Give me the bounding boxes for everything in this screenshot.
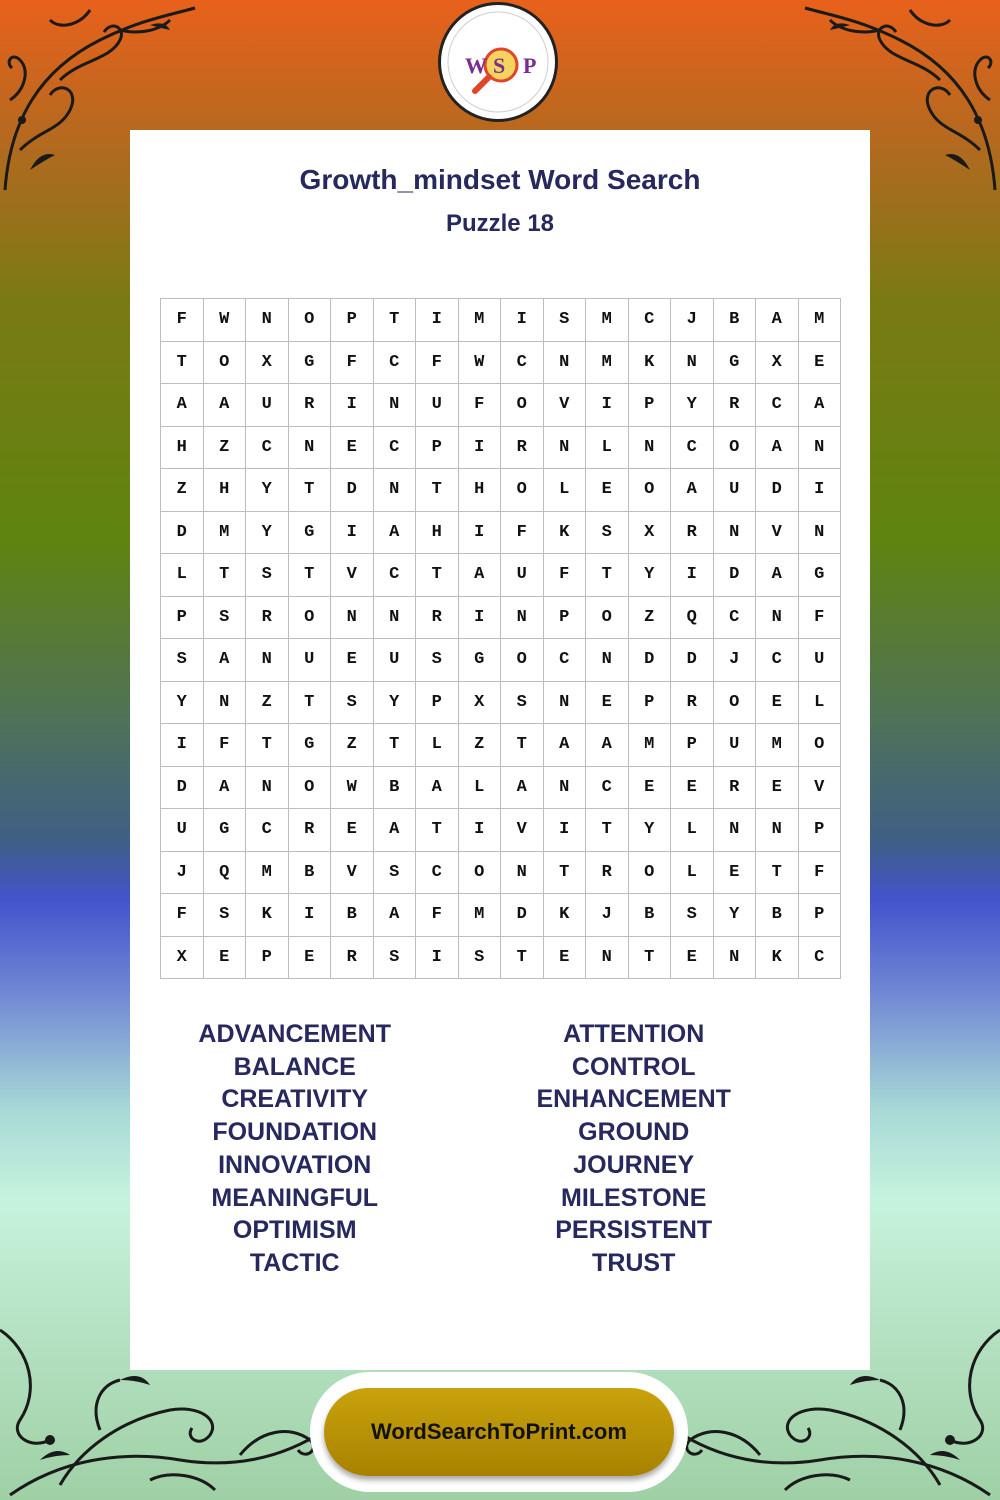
grid-cell[interactable]: V — [756, 512, 799, 555]
grid-cell[interactable]: A — [501, 767, 544, 810]
grid-cell[interactable]: A — [161, 384, 204, 427]
grid-cell[interactable]: I — [544, 809, 587, 852]
word-item: CREATIVITY — [221, 1085, 369, 1114]
grid-cell[interactable]: T — [416, 809, 459, 852]
grid-cell[interactable]: T — [246, 724, 289, 767]
word-item: CONTROL — [571, 1052, 696, 1081]
grid-cell[interactable]: M — [204, 512, 247, 555]
grid-cell[interactable]: O — [629, 469, 672, 512]
grid-cell[interactable]: F — [204, 724, 247, 767]
grid-cell[interactable]: M — [586, 342, 629, 385]
grid-cell[interactable]: B — [374, 767, 417, 810]
grid-cell[interactable]: V — [544, 384, 587, 427]
grid-cell[interactable]: N — [714, 809, 757, 852]
grid-cell[interactable]: F — [416, 342, 459, 385]
grid-cell[interactable]: D — [161, 512, 204, 555]
grid-cell[interactable]: N — [501, 597, 544, 640]
grid-cell[interactable]: E — [586, 682, 629, 725]
grid-cell[interactable]: M — [629, 724, 672, 767]
grid-cell[interactable]: O — [289, 597, 332, 640]
logo-letter-p: P — [523, 53, 537, 78]
word-item: MILESTONE — [561, 1183, 707, 1212]
grid-cell[interactable]: R — [586, 852, 629, 895]
grid-cell[interactable]: Z — [204, 427, 247, 470]
grid-cell[interactable]: U — [416, 384, 459, 427]
grid-cell[interactable]: C — [586, 767, 629, 810]
grid-cell[interactable]: A — [204, 639, 247, 682]
grid-cell[interactable]: N — [799, 512, 842, 555]
grid-cell[interactable]: N — [544, 342, 587, 385]
grid-cell[interactable]: C — [501, 342, 544, 385]
grid-cell[interactable]: Z — [629, 597, 672, 640]
word-list — [130, 1018, 870, 1280]
grid-cell[interactable]: R — [246, 597, 289, 640]
word-item: FOUNDATION — [212, 1118, 378, 1147]
grid-cell[interactable]: Y — [671, 384, 714, 427]
letter-grid[interactable] — [160, 298, 841, 979]
grid-cell[interactable]: E — [331, 427, 374, 470]
grid-cell[interactable]: Z — [331, 724, 374, 767]
grid-cell[interactable]: L — [799, 682, 842, 725]
grid-cell[interactable]: P — [671, 724, 714, 767]
grid-cell[interactable]: L — [459, 767, 502, 810]
grid-cell[interactable]: I — [416, 299, 459, 342]
grid-cell[interactable]: T — [374, 724, 417, 767]
grid-cell[interactable]: T — [416, 554, 459, 597]
grid-cell[interactable]: S — [586, 512, 629, 555]
grid-cell[interactable]: G — [289, 342, 332, 385]
grid-cell[interactable]: R — [714, 767, 757, 810]
grid-cell[interactable]: T — [544, 852, 587, 895]
grid-cell[interactable]: F — [501, 512, 544, 555]
grid-cell[interactable]: F — [161, 894, 204, 937]
grid-cell[interactable]: A — [799, 384, 842, 427]
grid-cell[interactable]: I — [799, 469, 842, 512]
grid-cell[interactable]: N — [756, 597, 799, 640]
grid-cell[interactable]: U — [246, 384, 289, 427]
grid-cell[interactable]: D — [629, 639, 672, 682]
grid-cell[interactable]: N — [544, 427, 587, 470]
grid-cell[interactable]: C — [714, 597, 757, 640]
grid-cell[interactable]: C — [374, 342, 417, 385]
grid-cell[interactable]: S — [374, 852, 417, 895]
grid-cell[interactable]: J — [161, 852, 204, 895]
grid-cell[interactable]: S — [204, 597, 247, 640]
grid-cell[interactable]: T — [289, 682, 332, 725]
grid-cell[interactable]: J — [586, 894, 629, 937]
grid-cell[interactable]: X — [246, 342, 289, 385]
grid-cell[interactable]: E — [544, 937, 587, 980]
grid-cell[interactable]: M — [246, 852, 289, 895]
word-item: TACTIC — [249, 1248, 340, 1277]
grid-cell[interactable]: C — [374, 554, 417, 597]
grid-cell[interactable]: L — [671, 809, 714, 852]
grid-cell[interactable]: V — [331, 554, 374, 597]
grid-cell[interactable]: O — [289, 299, 332, 342]
grid-cell[interactable]: T — [501, 724, 544, 767]
grid-cell[interactable]: Y — [374, 682, 417, 725]
grid-cell[interactable]: T — [586, 809, 629, 852]
grid-cell[interactable]: B — [331, 894, 374, 937]
grid-cell[interactable]: T — [756, 852, 799, 895]
grid-cell[interactable]: B — [289, 852, 332, 895]
grid-cell[interactable]: X — [756, 342, 799, 385]
grid-cell[interactable]: E — [756, 767, 799, 810]
grid-cell[interactable]: F — [799, 597, 842, 640]
grid-cell[interactable]: L — [586, 427, 629, 470]
grid-cell[interactable]: D — [756, 469, 799, 512]
grid-cell[interactable]: P — [416, 682, 459, 725]
grid-cell[interactable]: T — [289, 554, 332, 597]
grid-cell[interactable]: C — [756, 639, 799, 682]
grid-cell[interactable]: P — [629, 384, 672, 427]
grid-cell[interactable]: Y — [161, 682, 204, 725]
grid-cell[interactable]: N — [799, 427, 842, 470]
grid-cell[interactable]: Q — [204, 852, 247, 895]
grid-cell[interactable]: Y — [246, 469, 289, 512]
grid-cell[interactable]: X — [459, 682, 502, 725]
grid-cell[interactable]: F — [799, 852, 842, 895]
grid-cell[interactable]: K — [246, 894, 289, 937]
grid-cell[interactable]: P — [331, 299, 374, 342]
grid-cell[interactable]: P — [246, 937, 289, 980]
grid-cell[interactable]: Z — [246, 682, 289, 725]
grid-cell[interactable]: W — [459, 342, 502, 385]
grid-cell[interactable]: T — [161, 342, 204, 385]
grid-cell[interactable]: S — [501, 682, 544, 725]
grid-cell[interactable]: G — [714, 342, 757, 385]
grid-cell[interactable]: A — [756, 427, 799, 470]
grid-cell[interactable]: S — [459, 937, 502, 980]
grid-cell[interactable]: T — [501, 937, 544, 980]
grid-cell[interactable]: X — [629, 512, 672, 555]
grid-cell[interactable]: O — [714, 427, 757, 470]
grid-cell[interactable]: R — [289, 384, 332, 427]
grid-cell[interactable]: S — [416, 639, 459, 682]
wsp-logo[interactable] — [438, 2, 558, 122]
grid-cell[interactable]: A — [204, 384, 247, 427]
grid-cell[interactable]: A — [756, 299, 799, 342]
grid-cell[interactable]: Q — [671, 597, 714, 640]
grid-cell[interactable]: C — [629, 299, 672, 342]
grid-cell[interactable]: A — [416, 767, 459, 810]
grid-cell[interactable]: S — [246, 554, 289, 597]
grid-cell[interactable]: N — [586, 639, 629, 682]
grid-cell[interactable]: N — [204, 682, 247, 725]
grid-cell[interactable]: E — [289, 937, 332, 980]
grid-cell[interactable]: H — [416, 512, 459, 555]
grid-cell[interactable]: U — [374, 639, 417, 682]
grid-cell[interactable]: E — [204, 937, 247, 980]
word-item: PERSISTENT — [555, 1216, 713, 1245]
grid-cell[interactable]: U — [799, 639, 842, 682]
grid-cell[interactable]: I — [459, 427, 502, 470]
grid-cell[interactable]: P — [629, 682, 672, 725]
word-list-right — [457, 1018, 810, 1280]
grid-cell[interactable]: U — [161, 809, 204, 852]
grid-cell[interactable]: C — [799, 937, 842, 980]
grid-cell[interactable]: M — [586, 299, 629, 342]
grid-cell[interactable]: Y — [629, 554, 672, 597]
grid-cell[interactable]: I — [331, 512, 374, 555]
grid-cell[interactable]: Y — [629, 809, 672, 852]
grid-cell[interactable]: W — [204, 299, 247, 342]
grid-cell[interactable]: E — [331, 809, 374, 852]
word-list-left — [132, 1018, 457, 1280]
grid-cell[interactable]: T — [374, 299, 417, 342]
grid-cell[interactable]: F — [416, 894, 459, 937]
grid-cell[interactable]: A — [374, 512, 417, 555]
grid-cell[interactable]: N — [374, 469, 417, 512]
grid-cell[interactable]: V — [331, 852, 374, 895]
grid-cell[interactable]: S — [161, 639, 204, 682]
grid-cell[interactable]: B — [756, 894, 799, 937]
grid-cell[interactable]: V — [799, 767, 842, 810]
logo-letter-s: S — [493, 53, 506, 78]
grid-cell[interactable]: H — [459, 469, 502, 512]
grid-cell[interactable]: P — [161, 597, 204, 640]
grid-cell[interactable]: I — [161, 724, 204, 767]
grid-cell[interactable]: B — [714, 299, 757, 342]
grid-cell[interactable]: N — [544, 767, 587, 810]
grid-cell[interactable]: A — [459, 554, 502, 597]
grid-cell[interactable]: I — [586, 384, 629, 427]
word-item: GROUND — [578, 1118, 690, 1147]
grid-cell[interactable]: A — [374, 894, 417, 937]
grid-cell[interactable]: K — [756, 937, 799, 980]
grid-cell[interactable]: E — [586, 469, 629, 512]
word-item: JOURNEY — [573, 1150, 695, 1179]
grid-cell[interactable]: G — [289, 512, 332, 555]
logo-letter-w: W — [465, 53, 487, 78]
word-item: BALANCE — [233, 1052, 356, 1081]
grid-cell[interactable]: A — [586, 724, 629, 767]
grid-cell[interactable]: D — [671, 639, 714, 682]
grid-cell[interactable]: T — [204, 554, 247, 597]
grid-cell[interactable]: H — [161, 427, 204, 470]
grid-cell[interactable]: O — [714, 682, 757, 725]
grid-cell[interactable]: D — [161, 767, 204, 810]
grid-cell[interactable]: L — [161, 554, 204, 597]
grid-cell[interactable]: O — [204, 342, 247, 385]
grid-cell[interactable]: A — [671, 469, 714, 512]
grid-cell[interactable]: J — [671, 299, 714, 342]
grid-cell[interactable]: E — [714, 852, 757, 895]
grid-cell[interactable]: C — [246, 809, 289, 852]
grid-cell[interactable]: E — [331, 639, 374, 682]
grid-cell[interactable]: N — [246, 767, 289, 810]
grid-cell[interactable]: E — [671, 937, 714, 980]
grid-cell[interactable]: O — [586, 597, 629, 640]
site-link[interactable]: WordSearchToPrint.com — [324, 1388, 674, 1476]
grid-cell[interactable]: S — [204, 894, 247, 937]
grid-cell[interactable]: R — [289, 809, 332, 852]
grid-cell[interactable]: U — [714, 469, 757, 512]
grid-cell[interactable]: O — [629, 852, 672, 895]
grid-cell[interactable]: R — [714, 384, 757, 427]
grid-cell[interactable]: R — [501, 427, 544, 470]
grid-cell[interactable]: N — [714, 937, 757, 980]
grid-cell[interactable]: N — [671, 342, 714, 385]
grid-cell[interactable]: L — [671, 852, 714, 895]
grid-cell[interactable]: O — [501, 384, 544, 427]
grid-cell[interactable]: Y — [714, 894, 757, 937]
grid-cell[interactable]: K — [544, 894, 587, 937]
grid-cell[interactable]: N — [374, 597, 417, 640]
grid-cell[interactable]: E — [629, 767, 672, 810]
grid-cell[interactable]: U — [714, 724, 757, 767]
grid-cell[interactable]: N — [629, 427, 672, 470]
grid-cell[interactable]: G — [204, 809, 247, 852]
grid-cell[interactable]: S — [374, 937, 417, 980]
grid-cell[interactable]: A — [204, 767, 247, 810]
grid-cell[interactable]: U — [289, 639, 332, 682]
grid-cell[interactable]: S — [671, 894, 714, 937]
grid-cell[interactable]: E — [756, 682, 799, 725]
word-item: OPTIMISM — [232, 1216, 357, 1245]
grid-cell[interactable]: A — [374, 809, 417, 852]
grid-cell[interactable]: C — [671, 427, 714, 470]
puzzle-number: Puzzle 18 — [445, 210, 555, 237]
grid-cell[interactable]: M — [459, 894, 502, 937]
grid-cell[interactable]: E — [799, 342, 842, 385]
grid-cell[interactable]: D — [501, 894, 544, 937]
grid-cell[interactable]: T — [416, 469, 459, 512]
grid-cell[interactable]: Z — [161, 469, 204, 512]
grid-cell[interactable]: O — [459, 852, 502, 895]
grid-cell[interactable]: X — [161, 937, 204, 980]
grid-cell[interactable]: R — [671, 512, 714, 555]
grid-cell[interactable]: M — [459, 299, 502, 342]
grid-cell[interactable]: A — [756, 554, 799, 597]
grid-cell[interactable]: F — [161, 299, 204, 342]
grid-cell[interactable]: C — [544, 639, 587, 682]
grid-cell[interactable]: R — [671, 682, 714, 725]
grid-cell[interactable]: P — [799, 809, 842, 852]
grid-cell[interactable]: O — [289, 767, 332, 810]
grid-cell[interactable]: G — [459, 639, 502, 682]
grid-cell[interactable]: Y — [246, 512, 289, 555]
grid-cell[interactable]: N — [586, 937, 629, 980]
grid-cell[interactable]: O — [501, 469, 544, 512]
grid-cell[interactable]: K — [544, 512, 587, 555]
grid-cell[interactable]: I — [501, 299, 544, 342]
grid-cell[interactable]: I — [289, 894, 332, 937]
grid-cell[interactable]: S — [331, 682, 374, 725]
grid-cell[interactable]: N — [374, 384, 417, 427]
grid-cell[interactable]: I — [331, 384, 374, 427]
grid-cell[interactable]: N — [289, 427, 332, 470]
grid-cell[interactable]: M — [799, 299, 842, 342]
grid-cell[interactable]: C — [416, 852, 459, 895]
grid-cell[interactable]: N — [501, 852, 544, 895]
grid-cell[interactable]: C — [756, 384, 799, 427]
grid-cell[interactable]: L — [416, 724, 459, 767]
grid-cell[interactable]: I — [459, 809, 502, 852]
grid-cell[interactable]: H — [204, 469, 247, 512]
grid-cell[interactable]: P — [416, 427, 459, 470]
grid-cell[interactable]: N — [714, 512, 757, 555]
grid-cell[interactable]: O — [501, 639, 544, 682]
word-item: INNOVATION — [218, 1150, 372, 1179]
grid-cell[interactable]: P — [799, 894, 842, 937]
grid-cell[interactable]: C — [246, 427, 289, 470]
word-item: ADVANCEMENT — [198, 1020, 392, 1048]
grid-cell[interactable]: P — [544, 597, 587, 640]
word-item: TRUST — [592, 1248, 676, 1277]
grid-cell[interactable]: V — [501, 809, 544, 852]
word-item: ATTENTION — [563, 1020, 705, 1048]
grid-cell[interactable]: I — [671, 554, 714, 597]
grid-cell[interactable]: T — [629, 937, 672, 980]
grid-cell[interactable]: N — [246, 639, 289, 682]
grid-cell[interactable]: N — [246, 299, 289, 342]
puzzle-panel — [130, 130, 870, 1370]
grid-cell[interactable]: I — [459, 512, 502, 555]
site-badge — [310, 1372, 688, 1492]
grid-cell[interactable]: R — [331, 937, 374, 980]
grid-cell[interactable]: D — [331, 469, 374, 512]
grid-cell[interactable]: L — [544, 469, 587, 512]
grid-cell[interactable]: G — [289, 724, 332, 767]
grid-cell[interactable]: T — [586, 554, 629, 597]
grid-cell[interactable]: F — [544, 554, 587, 597]
grid-cell[interactable]: B — [629, 894, 672, 937]
grid-cell[interactable]: C — [374, 427, 417, 470]
grid-cell[interactable]: D — [714, 554, 757, 597]
grid-cell[interactable]: O — [799, 724, 842, 767]
grid-cell[interactable]: I — [416, 937, 459, 980]
grid-cell[interactable]: M — [756, 724, 799, 767]
grid-cell[interactable]: N — [331, 597, 374, 640]
grid-cell[interactable]: N — [756, 809, 799, 852]
grid-cell[interactable]: Z — [459, 724, 502, 767]
grid-cell[interactable]: U — [501, 554, 544, 597]
grid-cell[interactable]: G — [799, 554, 842, 597]
grid-cell[interactable]: A — [544, 724, 587, 767]
grid-cell[interactable]: J — [714, 639, 757, 682]
grid-cell[interactable]: T — [289, 469, 332, 512]
grid-cell[interactable]: F — [331, 342, 374, 385]
word-item: ENHANCEMENT — [536, 1085, 731, 1114]
grid-cell[interactable]: S — [544, 299, 587, 342]
grid-cell[interactable]: I — [459, 597, 502, 640]
grid-cell[interactable]: F — [459, 384, 502, 427]
page-title: Growth_mindset Word Search — [299, 164, 701, 195]
grid-cell[interactable]: W — [331, 767, 374, 810]
word-item: MEANINGFUL — [211, 1183, 379, 1212]
grid-cell[interactable]: R — [416, 597, 459, 640]
grid-cell[interactable]: K — [629, 342, 672, 385]
grid-cell[interactable]: N — [544, 682, 587, 725]
grid-cell[interactable]: E — [671, 767, 714, 810]
